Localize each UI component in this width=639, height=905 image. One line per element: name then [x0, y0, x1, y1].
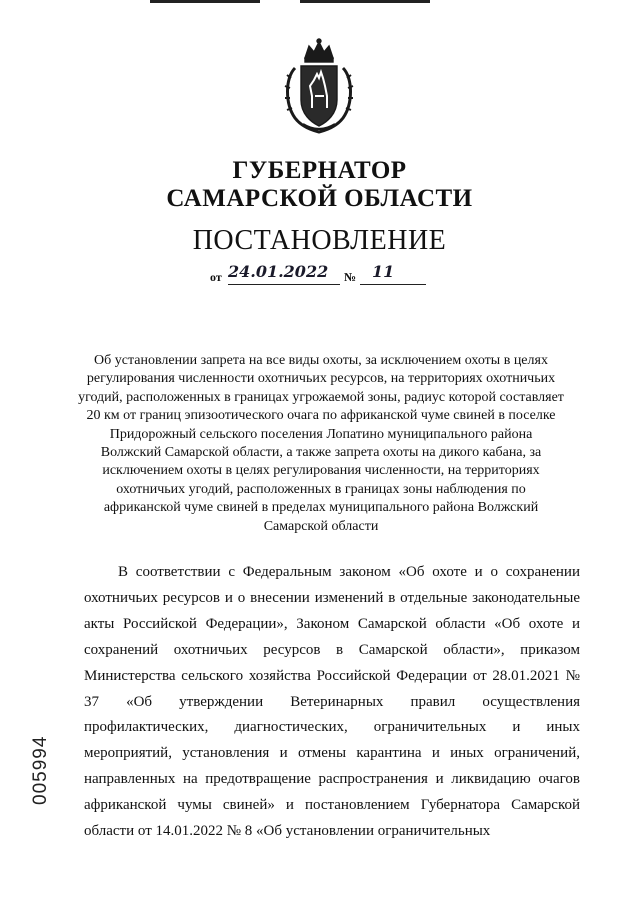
date-label: от: [210, 270, 222, 284]
top-edge-rule: [300, 0, 430, 3]
document-body: В соответствии с Федеральным законом «Об охоте и о сохранении охотничьих ресурсов и о внесении изменений в отдельные законодательные акты Российской Федерации», Законом Самарской области «Об охоте и сохранений охотничьих ресурсов в Самарской области», приказом Министерства сельского хозяйства Российской Федерации от 28.01.2021 № 37 «Об утверждении Ветеринарных правил осуществления профилактических, диагностических, ограничительных и иных мероприятий, установления и отмены карантина и иных ограничений, направленных на предотвращение распространения и ликвидацию очагов африканской чумы свиней» и постановлением Губернатора Самарской области от 14.01.2022 № 8 «Об установлении ограничительных: [84, 564, 580, 840]
number-field: 11: [360, 262, 426, 285]
date-field: 24.01.2022: [228, 262, 340, 285]
issuer-heading-line1: ГУБЕРНАТОР: [232, 157, 407, 184]
document-title: Об установлении запрета на все виды охоты, за исключением охоты в целях регулирования численности охотничьих ресурсов, на территориях охотничьих угодий, расположенных в границах угрожаемой зоны, радиус которой составляет 20 км от границ эпизоотического очага по африканской чуме свиней в поселке Придорожный сельского поселения Лопатино муниципального района Волжский Самарской области, а также запрета охоты на дикого кабана, за исключением охоты в целях регулирования численности, на территориях охотничьих угодий, расположенных в границах зоны наблюдения по африканской чуме свиней в пределах муниципального района Волжский Самарской области: [78, 353, 564, 534]
number-label: №: [344, 270, 357, 284]
coat-of-arms-icon: [281, 38, 357, 134]
issuer-heading-line2: САМАРСКОЙ ОБЛАСТИ: [166, 185, 473, 212]
document-type: ПОСТАНОВЛЕНИЕ: [192, 225, 447, 256]
margin-serial-number: 005994: [30, 735, 51, 805]
top-edge-rule: [150, 0, 260, 3]
